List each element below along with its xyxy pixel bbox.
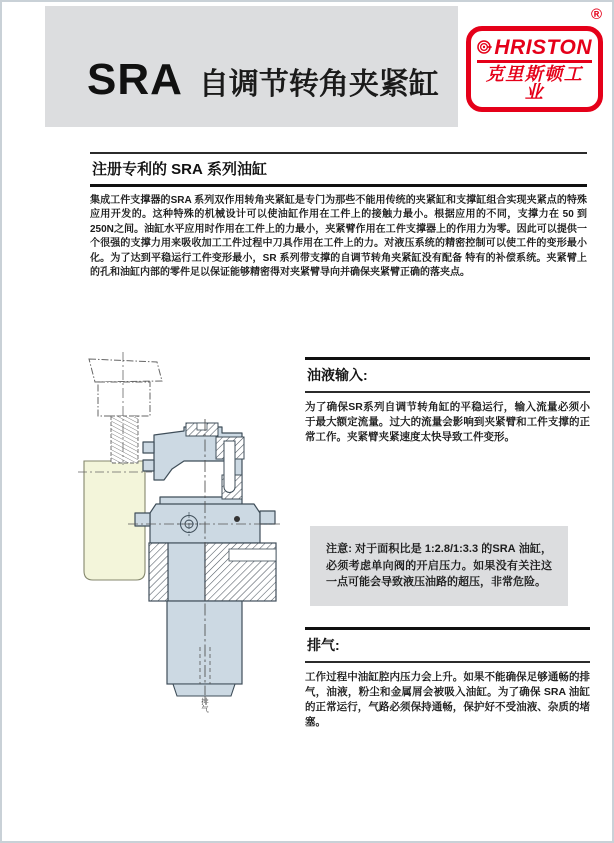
logo-brand-text: HRISTON: [494, 35, 592, 59]
notice-label: 注意:: [326, 543, 352, 555]
cylinder-bottom-cap: [173, 684, 235, 696]
clamp-cylinder-cross-section-drawing: [72, 347, 304, 747]
notice-box: [310, 526, 568, 606]
logo-divider: [477, 60, 592, 63]
plate-step-notch: [229, 549, 276, 561]
cylinder-body: [167, 601, 242, 684]
title-banner: [45, 6, 458, 127]
patent-title-suffix: 系列油缸: [202, 160, 268, 178]
oil-input-section: [305, 357, 590, 445]
patent-title-code: SRA: [171, 160, 203, 178]
divider: [305, 391, 590, 393]
page-title: 自调节转角夹紧缸: [198, 68, 439, 101]
vent-body: 工作过程中油缸腔内压力会上升。如果不能确保足够通畅的排气，油液，粉尘和金属屑会被吸入油缸。为了确保 SRA 油缸的正常运行，气路必须保持通畅，保护好不受油液、杂质的堵塞。: [305, 670, 590, 728]
fixture-plate-left: [149, 543, 168, 601]
cylinder-upper: [168, 543, 205, 601]
logo-brand-row: [477, 36, 592, 58]
divider: [305, 661, 590, 663]
vent-section: [305, 627, 590, 730]
milling-cutter: [111, 416, 138, 463]
base-plug-dot: [234, 516, 240, 522]
oil-input-title: 油液输入:: [307, 367, 368, 383]
arm-top-nut-slot: [197, 423, 207, 430]
notice-code: SRA: [492, 543, 516, 555]
registered-trademark-icon: ®: [591, 6, 603, 23]
notice-seg1: 对于面积比是: [351, 543, 425, 555]
milling-tool-phantom: [89, 359, 162, 416]
drawing-vent-label: 排气: [200, 697, 210, 713]
logo-company-cn: 克里斯顿工业: [485, 64, 584, 102]
target-c-icon: [477, 36, 492, 58]
notice-seg2: 的: [478, 543, 493, 555]
patent-section-title: [90, 154, 587, 184]
notice-text: [326, 541, 552, 591]
patent-section-body: 集成工件支撑器的SRA 系列双作用转角夹紧缸是专门为那些不能用传统的夹紧缸和支撑缸组合实现夹紧点的特殊应用开发的。这种特殊的机械设计可以使油缸作用在工件上的接触力最小。根据应用的不同，支撑力在 50 到 250N之间。油缸水平应用时作用在工件上的力最小，夹紧臂作用在工件支撑器上的作用力为零。因此可以提供一个很强的支撑力用来吸收加工工件过程中刀具作用在工件上的力。对液压系统的精密控制可以使工件的变形最小化。为了达到平稳运行工件变形最小，SR 系列带支撑的自调节转角夹紧缸没有配备 特有的补偿系统。夹紧臂上的孔和油缸内部的零件足以保证能够精密得对夹紧臂导向并确保夹紧臂正确的落夹点。: [90, 194, 587, 279]
oil-input-body: 为了确保SR系列自调节转角缸的平稳运行，输入流量必须小于最大额定流量。过大的流量会影响到夹紧臂和工件支撑的正常工作。夹紧臂夹紧速度太快导致工件变形。: [305, 400, 590, 443]
notice-seg3: 油缸，必须考虑单向阀的开启压力。如果没有关注这一点可能会导致液压油路的超压，非常危险。: [326, 543, 552, 588]
vent-title: 排气:: [307, 637, 340, 653]
christon-logo: [466, 26, 603, 112]
divider: [90, 184, 587, 187]
guide-bolt: [224, 441, 235, 493]
notice-ratio: 1:2.8/1:3.3: [424, 543, 479, 555]
patent-section: [90, 152, 587, 281]
patent-title-prefix: 注册专利的: [92, 160, 172, 178]
product-model: SRA: [87, 55, 183, 104]
